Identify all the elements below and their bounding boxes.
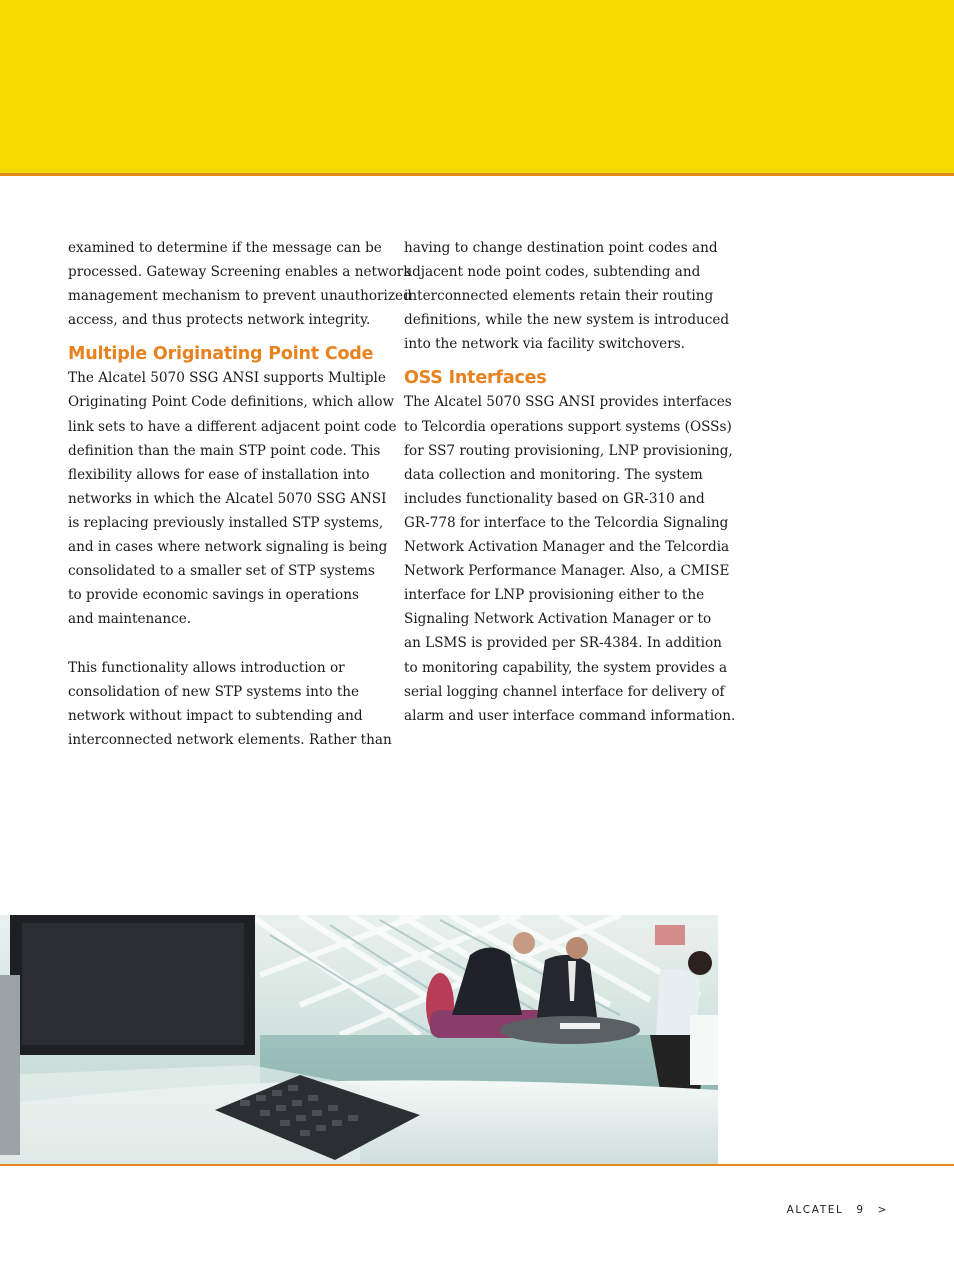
page-footer — [787, 1204, 888, 1216]
text-line: to provide economic savings in operations — [68, 587, 359, 604]
text-line: into the network via facility switchovers. — [404, 336, 685, 353]
text-line: definitions, while the new system is introduced — [404, 312, 730, 329]
text-line: adjacent node point codes, subtending and — [404, 264, 701, 281]
text-line: is replacing previously installed STP systems, — [68, 514, 384, 531]
text-line: interconnected elements retain their routing — [404, 288, 714, 305]
text-line: and maintenance. — [68, 611, 192, 628]
right-para-1 — [404, 236, 730, 356]
office-meeting-photo — [0, 915, 718, 1165]
text-line: Network Activation Manager and the Telcordia — [404, 539, 730, 556]
text-line: interconnected network elements. Rather than — [68, 731, 392, 748]
text-line: The Alcatel 5070 SSG ANSI supports Multiple — [68, 370, 386, 387]
text-line: for SS7 routing provisioning, LNP provisioning, — [404, 442, 733, 459]
text-line: flexibility allows for ease of installation into — [68, 466, 370, 483]
orange-divider-bottom — [0, 1164, 954, 1166]
text-line: examined to determine if the message can be — [68, 240, 382, 256]
text-line: definition than the main STP point code. This — [68, 442, 381, 459]
text-line: GR-778 for interface to the Telcordia Signaling — [404, 514, 729, 531]
text-line: link sets to have a different adjacent point code — [68, 418, 397, 435]
text-line: management mechanism to prevent unauthorized — [68, 288, 412, 305]
next-page-arrow-icon[interactable]: > — [877, 1204, 888, 1216]
page-number: 9 — [856, 1204, 865, 1216]
text-line: serial logging channel interface for delivery of — [404, 683, 725, 700]
text-line: Network Performance Manager. Also, a CMISE — [404, 563, 730, 580]
text-line: an LSMS is provided per SR-4384. In addition — [404, 635, 722, 652]
text-line: consolidated to a smaller set of STP systems — [68, 563, 375, 580]
orange-divider-top — [0, 173, 954, 176]
text-line: includes functionality based on GR-310 and — [404, 490, 705, 507]
text-line: Signaling Network Activation Manager or to — [404, 611, 712, 628]
text-line: processed. Gateway Screening enables a network — [68, 264, 412, 281]
text-line: networks in which the Alcatel 5070 SSG ANSI — [68, 490, 387, 507]
text-line: access, and thus protects network integrity. — [68, 312, 371, 329]
text-line: to Telcordia operations support systems (OSSs) — [404, 418, 732, 435]
right-column — [404, 236, 736, 728]
left-para-1 — [68, 236, 412, 332]
left-para-2 — [68, 366, 397, 631]
section-heading-oss-interfaces: OSS Interfaces — [404, 368, 547, 389]
section-heading-multiple-opc: Multiple Originating Point Code — [68, 344, 374, 365]
text-line: network without impact to subtending and — [68, 707, 363, 724]
text-line: alarm and user interface command information. — [404, 707, 736, 724]
paragraph-gap — [68, 631, 388, 655]
text-line: data collection and monitoring. The system — [404, 466, 703, 483]
text-line: consolidation of new STP systems into the — [68, 683, 360, 700]
left-column — [68, 236, 412, 752]
left-para-3 — [68, 656, 392, 752]
text-line: interface for LNP provisioning either to the — [404, 587, 705, 604]
text-line: and in cases where network signaling is being — [68, 539, 388, 556]
text-line: The Alcatel 5070 SSG ANSI provides interfaces — [404, 394, 732, 411]
text-line: to monitoring capability, the system provides a — [404, 659, 728, 676]
footer-brand: ALCATEL — [786, 1204, 844, 1216]
text-line: This functionality allows introduction or — [68, 659, 345, 676]
right-para-2 — [404, 390, 736, 727]
text-line: having to change destination point codes and — [404, 240, 718, 256]
photo-illustration — [0, 915, 718, 1165]
text-line: Originating Point Code definitions, which allow — [68, 394, 395, 411]
yellow-header-band — [0, 0, 954, 173]
